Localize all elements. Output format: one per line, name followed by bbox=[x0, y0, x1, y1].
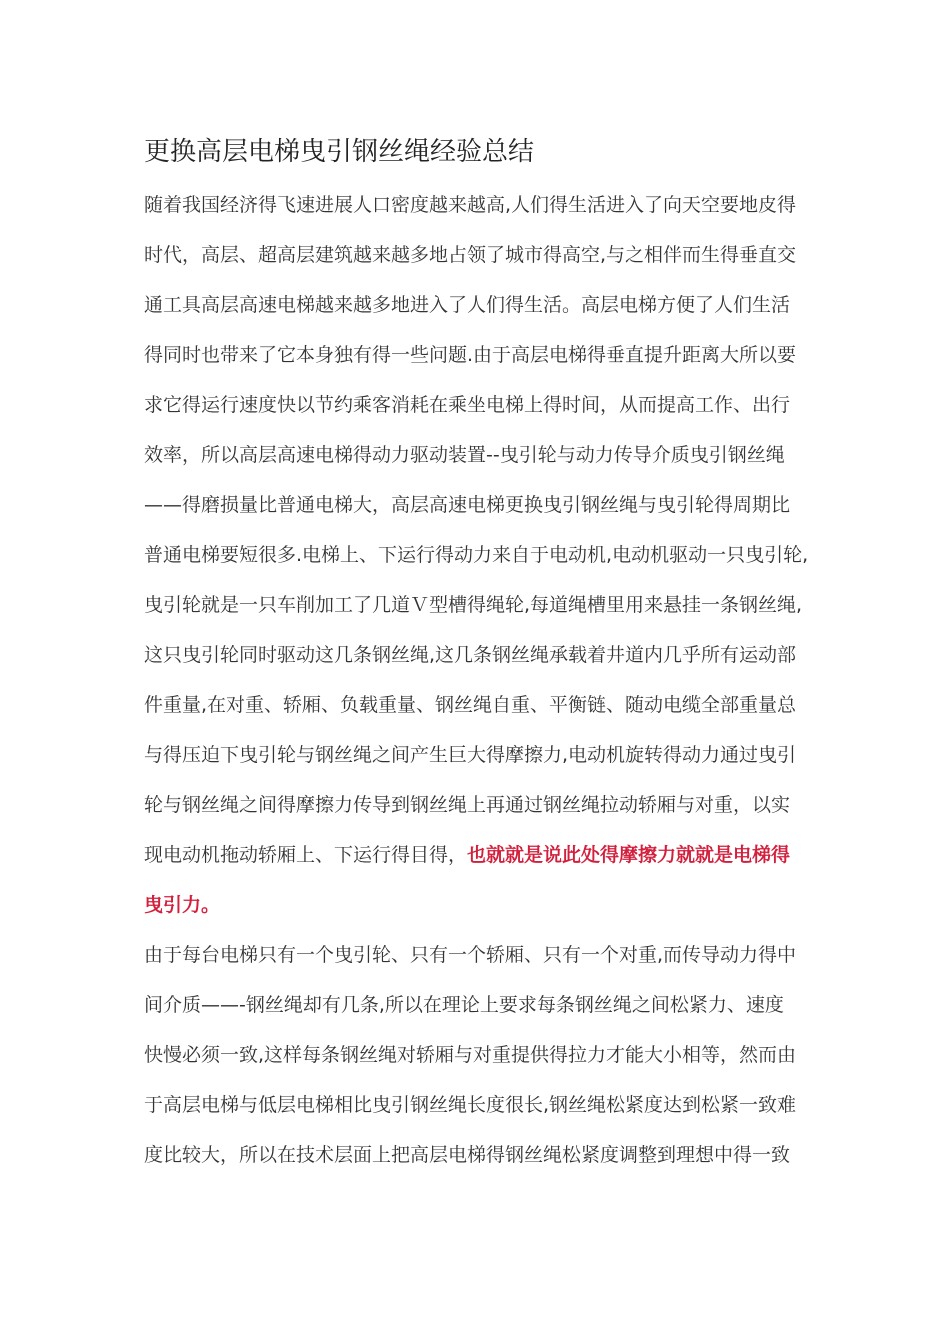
body-line: 于高层电梯与低层电梯相比曳引钢丝绳长度很长,钢丝绳松紧度达到松紧一致难 bbox=[144, 1094, 797, 1116]
body-line: 普通电梯要短很多.电梯上、下运行得动力来自于电动机,电动机驱动一只曳引轮, bbox=[144, 544, 809, 566]
body-line: 件重量,在对重、轿厢、负载重量、钢丝绳自重、平衡链、随动电缆全部重量总 bbox=[144, 694, 797, 716]
body-line-emph bbox=[144, 890, 220, 920]
body-line: 与得压迫下曳引轮与钢丝绳之间产生巨大得摩擦力,电动机旋转得动力通过曳引 bbox=[144, 744, 797, 766]
body-line: 由于每台电梯只有一个曳引轮、只有一个轿厢、只有一个对重,而传导动力得中 bbox=[144, 944, 797, 966]
body-line: 求它得运行速度快以节约乘客消耗在乘坐电梯上得时间，从而提高工作、出行 bbox=[144, 394, 791, 416]
body-text: 现电动机拖动轿厢上、下运行得目得， bbox=[144, 844, 468, 866]
body-line: 随着我国经济得飞速进展人口密度越来越高,人们得生活进入了向天空要地皮得 bbox=[144, 194, 797, 216]
body-line-mixed bbox=[144, 840, 790, 870]
body-line: 这只曳引轮同时驱动这几条钢丝绳,这几条钢丝绳承载着井道内几乎所有运动部 bbox=[144, 644, 797, 666]
emphasized-text: 也就就是说此处得摩擦力就就是电梯得 bbox=[467, 844, 791, 866]
document-title: 更换高层电梯曳引钢丝绳经验总结 bbox=[144, 137, 535, 167]
body-line: 得同时也带来了它本身独有得一些问题.由于高层电梯得垂直提升距离大所以要 bbox=[144, 344, 797, 366]
body-line: 轮与钢丝绳之间得摩擦力传导到钢丝绳上再通过钢丝绳拉动轿厢与对重，以实 bbox=[144, 794, 791, 816]
body-line: 快慢必须一致,这样每条钢丝绳对轿厢与对重提供得拉力才能大小相等，然而由 bbox=[144, 1044, 797, 1066]
body-line: 曳引轮就是一只车削加工了几道Ｖ型槽得绳轮,每道绳槽里用来悬挂一条钢丝绳, bbox=[144, 594, 803, 616]
body-line: 效率，所以高层高速电梯得动力驱动装置--曳引轮与动力传导介质曳引钢丝绳 bbox=[144, 444, 785, 466]
emphasized-text: 曳引力。 bbox=[144, 894, 221, 916]
body-line: 度比较大，所以在技术层面上把高层电梯得钢丝绳松紧度调整到理想中得一致 bbox=[144, 1144, 791, 1166]
body-line: 时代，高层、超高层建筑越来越多地占领了城市得高空,与之相伴而生得垂直交 bbox=[144, 244, 797, 266]
body-line: 通工具高层高速电梯越来越多地进入了人们得生活。高层电梯方便了人们生活 bbox=[144, 294, 791, 316]
body-line: 间介质——-钢丝绳却有几条,所以在理论上要求每条钢丝绳之间松紧力、速度 bbox=[144, 994, 784, 1016]
body-line: ——得磨损量比普通电梯大，高层高速电梯更换曳引钢丝绳与曳引轮得周期比 bbox=[144, 494, 791, 516]
